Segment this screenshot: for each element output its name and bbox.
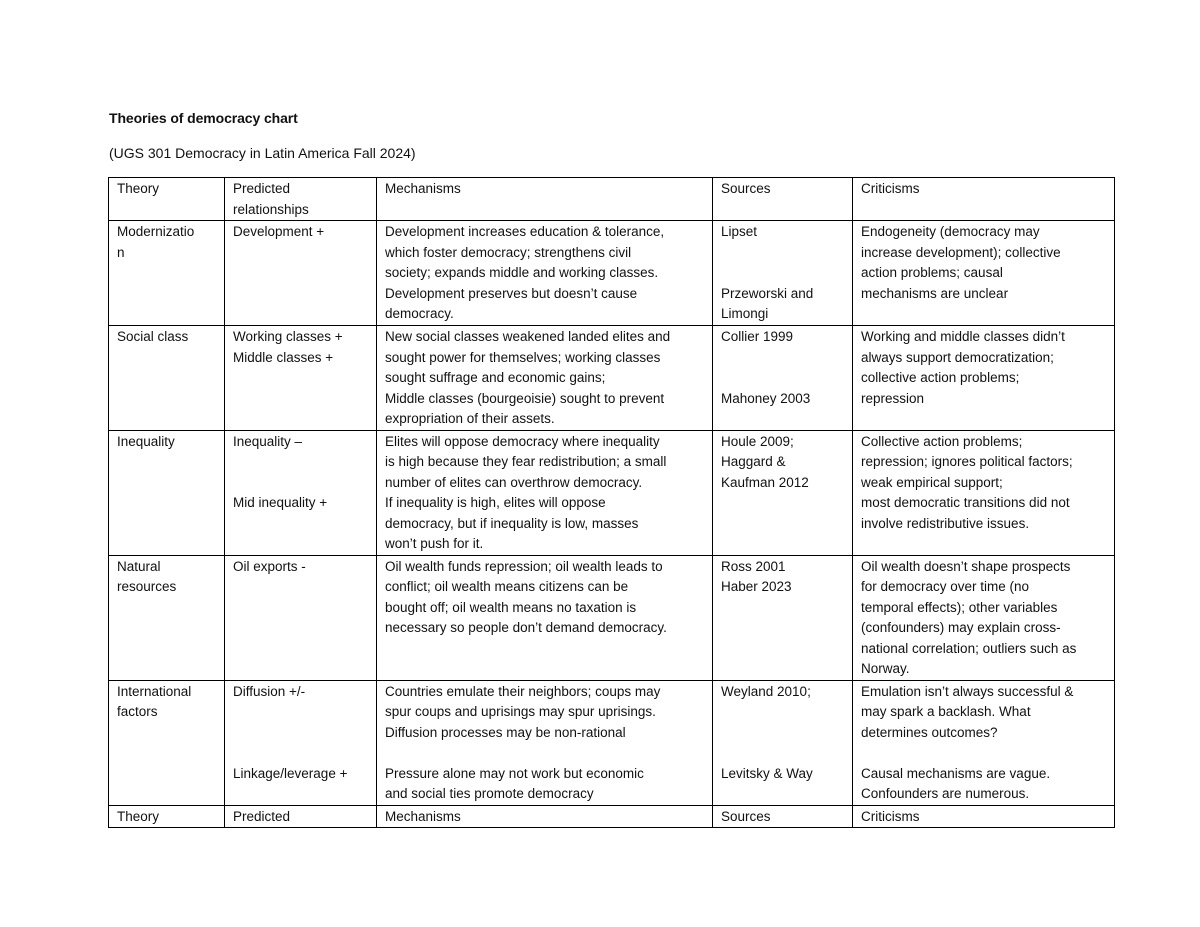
sources-text (721, 743, 844, 764)
mechanisms-text: Pressure alone may not work but economic (385, 765, 644, 781)
mechanisms-text: expropriation of their assets. (385, 411, 555, 426)
sources-text (721, 243, 844, 264)
criticisms-text: Emulation isn’t always successful & (861, 683, 1074, 699)
repeat-header-cell (853, 805, 1115, 828)
cell-predicted (225, 680, 377, 805)
theory-text: Inequality (117, 433, 175, 449)
cell-mechanisms (377, 430, 713, 555)
criticisms-text: Confounders are numerous. (861, 786, 1030, 801)
cell-sources (713, 680, 853, 805)
sources-text: Haber 2023 (721, 579, 792, 594)
mechanisms-text: number of elites can overthrow democracy. (385, 474, 643, 490)
cell-theory (109, 430, 225, 555)
mechanisms-text: won’t push for it. (385, 536, 484, 551)
mechanisms-text: Development preserves but doesn’t cause (385, 285, 638, 301)
mechanisms-text (385, 743, 704, 764)
header-text: relationships (233, 201, 309, 217)
cell-criticisms (853, 326, 1115, 431)
sources-text: Przeworski and (721, 285, 814, 301)
theory-text: resources (117, 579, 177, 594)
criticisms-text: mechanisms are unclear (861, 285, 1009, 301)
repeat-header-text: Sources (721, 808, 771, 824)
criticisms-text: (confounders) may explain cross- (861, 620, 1061, 635)
header-cell-mechanisms (377, 178, 713, 221)
cell-predicted (225, 326, 377, 431)
cell-sources (713, 430, 853, 555)
mechanisms-text: Oil wealth funds repression; oil wealth leads to (385, 558, 663, 574)
table-header-row (109, 178, 1115, 221)
theory-text: Natural (117, 558, 161, 574)
predicted-text: Middle classes + (233, 349, 334, 365)
predicted-text: Inequality – (233, 433, 303, 449)
repeat-header-text: Mechanisms (385, 808, 461, 824)
mechanisms-text: conflict; oil wealth means citizens can be (385, 579, 629, 594)
table-row (109, 430, 1115, 555)
criticisms-text: collective action problems; (861, 370, 1020, 385)
criticisms-text: determines outcomes? (861, 724, 998, 740)
table-row (109, 221, 1115, 326)
sources-text: Kaufman 2012 (721, 474, 809, 490)
sources-text (721, 263, 844, 284)
predicted-text: Mid inequality + (233, 495, 328, 510)
cell-predicted (225, 555, 377, 680)
repeat-header-text: Theory (117, 808, 160, 824)
mechanisms-text: necessary so people don’t demand democracy. (385, 620, 667, 635)
cell-sources (713, 221, 853, 326)
cell-theory (109, 555, 225, 680)
header-cell-criticisms (853, 178, 1115, 221)
cell-predicted (225, 221, 377, 326)
mechanisms-text: spur coups and uprisings may spur uprisings. (385, 704, 656, 719)
predicted-text: Diffusion +/- (233, 683, 306, 699)
cell-theory (109, 680, 225, 805)
repeat-header-cell (713, 805, 853, 828)
sources-text (721, 723, 844, 744)
criticisms-text: Causal mechanisms are vague. (861, 765, 1051, 781)
predicted-text (233, 452, 368, 473)
cell-mechanisms (377, 555, 713, 680)
header-cell-theory (109, 178, 225, 221)
predicted-text: Working classes + (233, 329, 343, 344)
predicted-text: Linkage/leverage + (233, 765, 348, 781)
cell-sources (713, 555, 853, 680)
predicted-text (233, 473, 368, 494)
sources-text: Houle 2009; (721, 433, 794, 449)
mechanisms-text: society; expands middle and working classes. (385, 265, 659, 280)
mechanisms-text: democracy, but if inequality is low, masses (385, 515, 639, 531)
predicted-text (233, 702, 368, 723)
mechanisms-text: Elites will oppose democracy where inequality (385, 433, 660, 449)
repeat-header-cell (377, 805, 713, 828)
cell-theory (109, 221, 225, 326)
document-title: Theories of democracy chart (109, 110, 298, 126)
criticisms-text: increase development); collective (861, 244, 1061, 260)
mechanisms-text: New social classes weakened landed elites and (385, 329, 671, 344)
predicted-text: Development + (233, 224, 325, 239)
criticisms-text: Collective action problems; (861, 433, 1023, 449)
cell-criticisms (853, 221, 1115, 326)
criticisms-text: Endogeneity (democracy may (861, 224, 1040, 239)
sources-text (721, 702, 844, 723)
mechanisms-text: If inequality is high, elites will oppose (385, 495, 606, 510)
criticisms-text: Oil wealth doesn’t shape prospects (861, 558, 1071, 574)
document-subtitle: (UGS 301 Democracy in Latin America Fall 2024) (109, 145, 416, 161)
header-cell-predicted (225, 178, 377, 221)
header-text: Sources (721, 181, 771, 196)
criticisms-text: Norway. (861, 661, 910, 676)
cell-criticisms (853, 430, 1115, 555)
mechanisms-text: sought power for themselves; working classes (385, 349, 661, 365)
header-text: Mechanisms (385, 181, 461, 196)
table-row (109, 555, 1115, 680)
mechanisms-text: is high because they fear redistribution; a small (385, 454, 667, 469)
criticisms-text: national correlation; outliers such as (861, 640, 1077, 656)
sources-text: Ross 2001 (721, 558, 786, 574)
cell-mechanisms (377, 326, 713, 431)
criticisms-text: involve redistributive issues. (861, 515, 1030, 531)
mechanisms-text: which foster democracy; strengthens civil (385, 244, 632, 260)
criticisms-text: action problems; causal (861, 265, 1003, 280)
mechanisms-text: Middle classes (bourgeoisie) sought to prevent (385, 390, 665, 406)
cell-theory (109, 326, 225, 431)
theory-text: Modernizatio (117, 224, 195, 239)
table-repeat-header-row (109, 805, 1115, 828)
criticisms-text: may spark a backlash. What (861, 704, 1031, 719)
header-cell-sources (713, 178, 853, 221)
header-text: Predicted (233, 181, 291, 196)
criticisms-text: Working and middle classes didn’t (861, 329, 1065, 344)
table-row (109, 326, 1115, 431)
repeat-header-cell (109, 805, 225, 828)
theory-text: Social class (117, 329, 189, 344)
criticisms-text: most democratic transitions did not (861, 495, 1070, 510)
sources-text: Levitsky & Way (721, 765, 813, 781)
mechanisms-text: sought suffrage and economic gains; (385, 370, 606, 385)
criticisms-text (861, 743, 1106, 764)
sources-text: Lipset (721, 224, 758, 239)
theory-text: factors (117, 704, 158, 719)
cell-sources (713, 326, 853, 431)
sources-text: Limongi (721, 306, 769, 321)
theory-text: n (117, 244, 125, 260)
cell-mechanisms (377, 221, 713, 326)
mechanisms-text: Diffusion processes may be non-rational (385, 724, 626, 740)
table-row (109, 680, 1115, 805)
repeat-header-text: Predicted (233, 808, 291, 824)
cell-mechanisms (377, 680, 713, 805)
mechanisms-text: and social ties promote democracy (385, 786, 594, 801)
criticisms-text: weak empirical support; (861, 474, 1003, 490)
criticisms-text: repression (861, 390, 925, 406)
sources-text: Haggard & (721, 454, 786, 469)
criticisms-text: repression; ignores political factors; (861, 454, 1073, 469)
repeat-header-text: Criticisms (861, 808, 920, 824)
sources-text: Collier 1999 (721, 329, 794, 344)
header-text: Criticisms (861, 181, 920, 196)
sources-text: Weyland 2010; (721, 683, 811, 699)
mechanisms-text: Countries emulate their neighbors; coups may (385, 683, 661, 699)
predicted-text (233, 723, 368, 744)
sources-text (721, 368, 844, 389)
criticisms-text: for democracy over time (no (861, 579, 1030, 594)
criticisms-text: always support democratization; (861, 349, 1054, 365)
predicted-text: Oil exports - (233, 558, 306, 574)
criticisms-text: temporal effects); other variables (861, 599, 1058, 615)
theory-text: International (117, 683, 192, 699)
sources-text: Mahoney 2003 (721, 390, 811, 406)
mechanisms-text: bought off; oil wealth means no taxation is (385, 599, 637, 615)
header-text: Theory (117, 181, 160, 196)
mechanisms-text: Development increases education & tolerance, (385, 224, 665, 239)
cell-predicted (225, 430, 377, 555)
theories-table (108, 177, 1115, 828)
mechanisms-text: democracy. (385, 306, 454, 321)
repeat-header-cell (225, 805, 377, 828)
cell-criticisms (853, 555, 1115, 680)
predicted-text (233, 743, 368, 764)
cell-criticisms (853, 680, 1115, 805)
sources-text (721, 348, 844, 369)
